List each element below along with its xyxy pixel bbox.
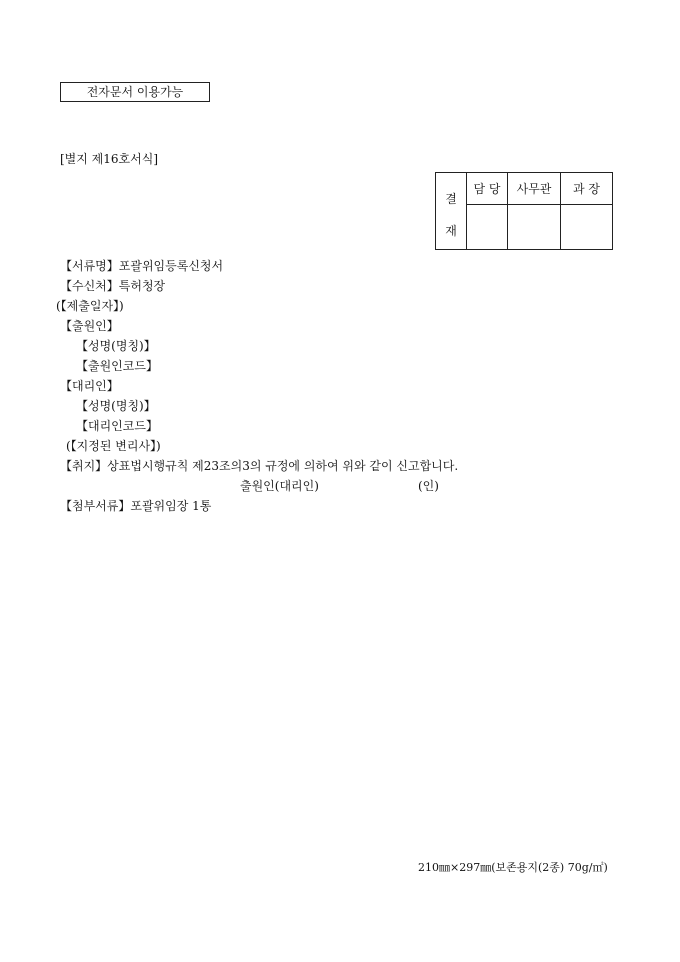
approval-side-bottom: 재 (445, 224, 457, 238)
designated-attorney-line: (【지정된 변리사】) (66, 439, 161, 453)
applicant-name-line: 【성명(명칭)】 (76, 339, 156, 353)
purpose-line: 【취지】상표법시행규칙 제23조의3의 규정에 의하여 위와 같이 신고합니다. (60, 459, 459, 473)
approval-sign-officer[interactable] (508, 205, 561, 250)
electronic-document-badge: 전자문서 이용가능 (60, 82, 210, 102)
approval-table (435, 172, 613, 250)
applicant-code-line: 【출원인코드】 (76, 359, 158, 373)
approval-side-top: 결 (445, 192, 457, 206)
approval-side-label (436, 173, 467, 250)
paper-spec-footer: 210㎜×297㎜(보존용지(2종) 70g/㎡) (418, 861, 608, 874)
agent-line: 【대리인】 (60, 379, 119, 393)
signer-label: 출원인(대리인) (240, 479, 319, 493)
attachments-line: 【첨부서류】포괄위임장 1통 (60, 499, 212, 513)
approval-sign-staff[interactable] (467, 205, 508, 250)
approval-sign-chief[interactable] (561, 205, 613, 250)
approval-header-chief: 과 장 (561, 173, 613, 205)
agent-code-line: 【대리인코드】 (76, 419, 158, 433)
seal-mark: (인) (418, 479, 439, 493)
approval-header-officer: 사무관 (508, 173, 561, 205)
recipient-line: 【수신처】특허청장 (60, 279, 166, 293)
applicant-line: 【출원인】 (60, 319, 119, 333)
agent-name-line: 【성명(명칭)】 (76, 399, 156, 413)
doc-name-line: 【서류명】포괄위임등록신청서 (60, 259, 224, 273)
submit-date-line: (【제출일자】) (56, 299, 124, 313)
approval-header-staff: 담 당 (467, 173, 508, 205)
form-reference: [별지 제16호서식] (60, 152, 158, 166)
